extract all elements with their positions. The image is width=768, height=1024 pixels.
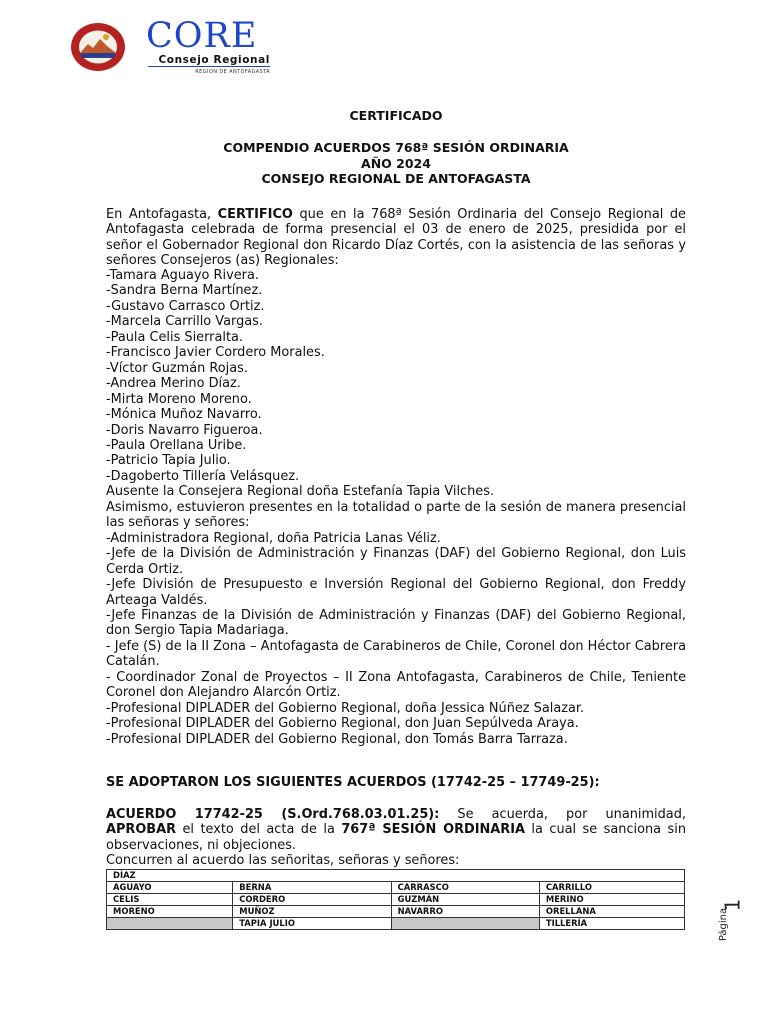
councilor-item: -Gustavo Carrasco Ortiz. — [106, 298, 265, 314]
councilor-item: -Paula Orellana Uribe. — [106, 437, 247, 453]
table-cell-empty — [107, 918, 233, 930]
page-number-marker — [718, 895, 745, 945]
table-header-row — [107, 870, 685, 882]
official-item: -Profesional DIPLADER del Gobierno Regional, don Juan Sepúlveda Araya. — [106, 716, 579, 732]
table-header-cell: DÍAZ — [107, 870, 685, 882]
official-item: -Administradora Regional, doña Patricia Lanas Véliz. — [106, 530, 441, 546]
councilor-item: -Tamara Aguayo Rivera. — [106, 268, 259, 283]
aprobar-word: APROBAR — [106, 822, 177, 838]
agreement-text1: Se acuerda, por unanimidad, — [439, 807, 686, 822]
official-item: -Jefe Finanzas de la División de Administración y Finanzas (DAF) del Gobierno Regional, don Sergio Tapia Madariaga. — [106, 607, 686, 639]
core-logo-region: REGION DE ANTOFAGASTA — [195, 69, 270, 75]
agreement-text2: el texto del acta de la — [176, 822, 342, 838]
councilor-item: -Dagoberto Tillería Velásquez. — [106, 468, 300, 484]
official-item: - Jefe (S) de la II Zona – Antofagasta de Carabineros de Chile, Coronel don Héctor Cabrera Catalán. — [106, 638, 686, 670]
table-cell: MUÑOZ — [233, 906, 391, 918]
also-present-paragraph: Asimismo, estuvieron presentes en la totalidad o parte de la sesión de manera presencial las señoras y señores: — [106, 499, 686, 531]
councilor-item: -Patricio Tapia Julio. — [106, 453, 231, 469]
councilor-item: -Paula Celis Sierralta. — [106, 329, 244, 345]
table-cell: ORELLANA — [539, 906, 684, 918]
councilor-item: -Andrea Merino Díaz. — [106, 376, 241, 392]
page-number: 1 — [720, 898, 745, 912]
regional-council-seal-logo — [70, 22, 126, 72]
table-cell: AGUAYO — [107, 882, 233, 894]
councilor-item: -Mónica Muñoz Navarro. — [106, 407, 262, 423]
councilor-item: -Francisco Javier Cordero Morales. — [106, 345, 325, 361]
core-logo-word: CORE — [146, 16, 258, 56]
councilor-item: -Mirta Moreno Moreno. — [106, 391, 252, 407]
official-item: -Profesional DIPLADER del Gobierno Regional, don Tomás Barra Tarraza. — [106, 731, 568, 747]
agreement-label: ACUERDO 17742-25 (S.Ord.768.03.01.25): — [106, 807, 440, 822]
agreement-first-line — [106, 807, 686, 822]
core-logo — [146, 16, 272, 75]
table-cell: CELIS — [107, 894, 233, 906]
table-row — [107, 882, 685, 894]
councilor-list — [106, 268, 686, 747]
certificate-title: CERTIFICADO — [349, 108, 443, 123]
agreement-paragraph — [106, 807, 686, 869]
council-name-line: CONSEJO REGIONAL DE ANTOFAGASTA — [261, 171, 531, 186]
table-cell: MORENO — [107, 906, 233, 918]
votes-table — [106, 869, 685, 930]
absent-note: Ausente la Consejera Regional doña Estefanía Tapia Vilches. — [106, 484, 495, 500]
table-cell: TAPIA JULIO — [233, 918, 391, 930]
intro-paragraph — [106, 207, 686, 269]
table-cell: NAVARRO — [391, 906, 539, 918]
compendium-title — [106, 140, 686, 187]
table-cell: CARRILLO — [539, 882, 684, 894]
certifico-word: CERTIFICO — [217, 207, 293, 222]
agreement-text3: la cual se sanciona sin observaciones, ni objeciones. — [106, 822, 686, 853]
compendium-year-line: AÑO 2024 — [361, 155, 431, 171]
table-cell: MERINO — [539, 894, 684, 906]
councilor-item: -Sandra Berna Martínez. — [106, 283, 263, 299]
table-cell: TILLERÍA — [539, 918, 684, 930]
core-logo-subtitle: Consejo Regional — [148, 54, 270, 67]
table-cell: GUZMÁN — [391, 894, 539, 906]
agreement-body — [106, 822, 686, 853]
table-row — [107, 894, 685, 906]
agreements-heading: SE ADOPTARON LOS SIGUIENTES ACUERDOS (17742-25 – 17749-25): — [106, 775, 600, 790]
table-cell-empty — [391, 918, 539, 930]
session-name: 767ª SESIÓN ORDINARIA — [341, 822, 525, 838]
intro-part1: En Antofagasta, — [106, 207, 218, 222]
table-cell: CARRASCO — [391, 882, 539, 894]
page-label: Página — [718, 907, 730, 942]
official-item: -Jefe División de Presupuesto e Inversión Regional del Gobierno Regional, don Freddy Arteaga Valdés. — [106, 577, 686, 608]
official-item: -Jefe de la División de Administración y Finanzas (DAF) del Gobierno Regional, don Luis Cerda Ortiz. — [106, 546, 686, 577]
councilor-item: -Víctor Guzmán Rojas. — [106, 360, 248, 376]
table-row — [107, 906, 685, 918]
concurren-line: Concurren al acuerdo las señoritas, señoras y señores: — [106, 853, 460, 869]
official-item: - Coordinador Zonal de Proyectos – II Zona Antofagasta, Carabineros de Chile, Teniente Coronel don Alejandro Alarcón Ortiz. — [106, 669, 686, 701]
table-cell: BERNA — [233, 882, 391, 894]
compendium-title-line: COMPENDIO ACUERDOS 768ª SESIÓN ORDINARIA — [223, 140, 569, 155]
councilor-item: -Marcela Carrillo Vargas. — [106, 314, 263, 330]
councilor-item: -Doris Navarro Figueroa. — [106, 422, 263, 438]
intro-part2: que en la 768ª Sesión Ordinaria del Consejo Regional de Antofagasta celebrada de forma presencial el 03 de enero de 2025, presidida por el señor el Gobernador Regional don Ricardo Díaz Cortés, con la asistencia de las señoras y señores Consejeros (as) Regionales: — [106, 207, 686, 269]
table-cell: CORDERO — [233, 894, 391, 906]
table-row — [107, 918, 685, 930]
official-item: -Profesional DIPLADER del Gobierno Regional, doña Jessica Núñez Salazar. — [106, 700, 585, 716]
